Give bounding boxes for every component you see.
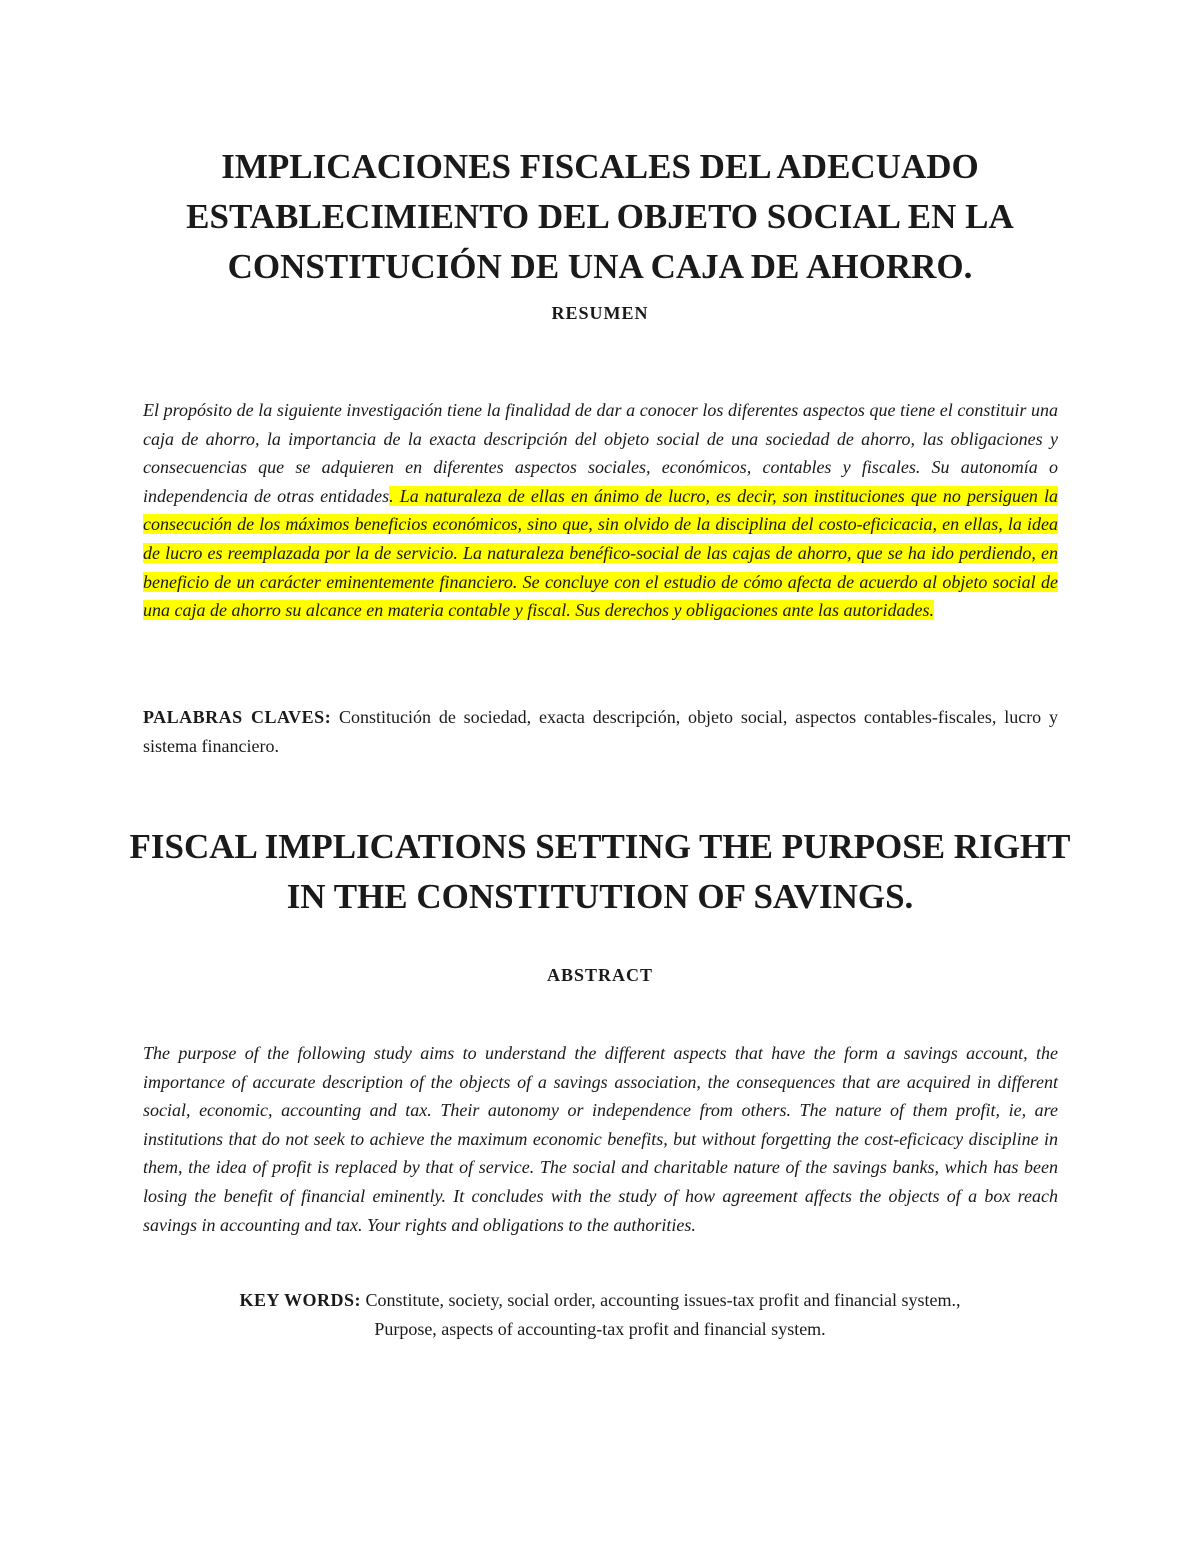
spanish-section-label: RESUMEN [551,303,649,323]
english-keywords-line2: Purpose, aspects of accounting-tax profit and financial system. [374,1318,826,1339]
spanish-abstract-highlighted: . La naturaleza de ellas en ánimo de lucro, es decir, son instituciones que no persiguen la consecución de los máximos beneficios económicos, sino que, sin olvido de la disciplina del costo-eficicacia, en ellas, la idea de lucro es reemplazada por la de servicio. La naturaleza benéfico-social de las cajas de ahorro, que se ha ido perdiendo, en beneficio de un carácter eminentemente financiero. Se concluye con el estudio de cómo afecta de acuerdo al objeto social de una caja de ahorro su alcance en materia contable y fiscal. Sus derechos y obligaciones ante las autoridades. [143,485,1058,621]
english-keywords [100,1286,1100,1343]
english-keywords-line1: Constitute, society, social order, accounting issues-tax profit and financial system., [361,1290,961,1310]
english-title: FISCAL IMPLICATIONS SETTING THE PURPOSE RIGHT IN THE CONSTITUTION OF SAVINGS. [129,827,1071,916]
english-section-label: ABSTRACT [546,965,654,985]
english-abstract: The purpose of the following study aims to understand the different aspects that have the form a savings account, the importance of accurate description of the objects of a savings association, the consequences that are acquired in different social, economic, accounting and tax. Their autonomy or independence from others. The nature of them profit, ie, are institutions that do not seek to achieve the maximum economic benefits, but without forgetting the cost-eficicacy discipline in them, the idea of profit is replaced by that of service. The social and charitable nature of the savings banks, which has been losing the benefit of financial eminently. It concludes with the study of how agreement affects the objects of a box reach savings in accounting and tax. Your rights and obligations to the authorities. [143,1043,1058,1235]
english-keywords-label: KEY WORDS: [239,1290,362,1310]
spanish-keywords [143,703,1058,760]
spanish-title: IMPLICACIONES FISCALES DEL ADECUADO ESTABLECIMIENTO DEL OBJETO SOCIAL EN LA CONSTITUCIÓN DE UNA CAJA DE AHORRO. [186,147,1014,286]
spanish-keywords-label: PALABRAS CLAVES: [143,707,332,727]
spanish-abstract [143,396,1058,625]
spanish-keywords-text: Constitución de sociedad, exacta descripción, objeto social, aspectos contables-fiscales, lucro y sistema financiero. [143,707,1059,756]
spanish-abstract-plain: El propósito de la siguiente investigación tiene la finalidad de dar a conocer los diferentes aspectos que tiene el constituir una caja de ahorro, la importancia de la exacta descripción del objeto social de una sociedad de ahorro, las obligaciones y consecuencias que se adquieren en diferentes aspectos sociales, económicos, contables y fiscales. Su autonomía o independencia de otras entidades [143,400,1058,506]
